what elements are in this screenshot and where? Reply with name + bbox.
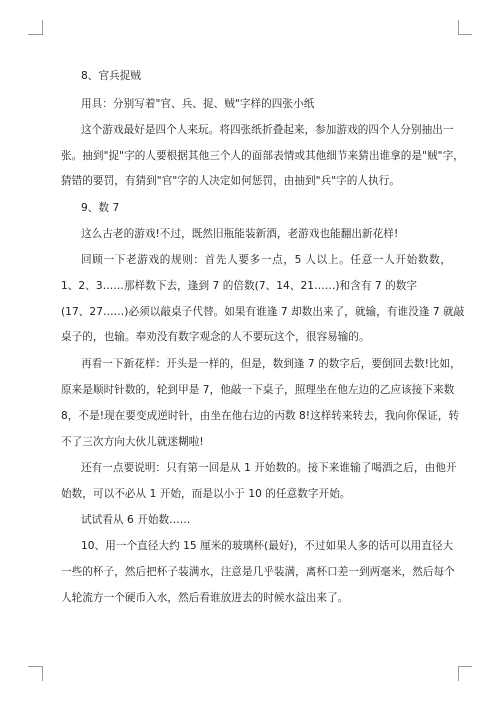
paragraph-line: 8，不是!现在要变成逆时针，由坐在他右边的丙数 8!这样转来转去，我向你保证，转: [61, 410, 460, 422]
crop-mark-bottom-left-v: [42, 666, 43, 681]
crop-mark-top-right-h: [458, 34, 472, 35]
paragraph-line: 用具：分别写着"官、兵、捉、贼"字样的四张小纸: [81, 98, 315, 110]
paragraph-line: 这个游戏最好是四个人来玩。将四张纸折叠起来，参加游戏的四个人分别抽出一: [81, 124, 454, 136]
paragraph-line: (17、27……)必须以敲桌子代替。如果有谁逢 7 却数出来了，就输，有谁没逢 7 就敲: [61, 306, 465, 318]
paragraph-line: 始数，可以不必从 1 开始，而是以小于 10 的任意数字开始。: [61, 488, 351, 500]
crop-mark-top-right-v: [458, 20, 459, 35]
crop-mark-bottom-right-h: [458, 666, 472, 667]
paragraph-line: 1、2、3……那样数下去，逢到 7 的倍数(7、14、21……)和含有 7 的数字: [61, 280, 418, 292]
crop-mark-top-left-v: [42, 20, 43, 35]
paragraph-line: 人轮流方一个硬币入水，然后看谁放进去的时候水益出来了。: [61, 592, 349, 604]
paragraph-line: 张。抽到"捉"字的人要根据其他三个人的面部表情或其他细节来猜出谁拿的是"贼"字，: [61, 150, 464, 162]
paragraph-line: 还有一点要说明：只有第一回是从 1 开始数的。接下来谁输了喝酒之后，由他开: [81, 462, 457, 474]
crop-mark-top-left-h: [28, 34, 42, 35]
paragraph-line: 再看一下新花样：开头是一样的，但是，数到逢 7 的数字后，要倒回去数!比如，: [81, 358, 461, 370]
crop-mark-bottom-left-h: [28, 666, 42, 667]
heading-10-line: 10、用一个直径大约 15 厘米的玻璃杯(最好)，不过如果人多的话可以用直径大: [81, 540, 454, 552]
paragraph-line: 这么古老的游戏!不过，既然旧瓶能装新酒，老游戏也能翻出新花样!: [81, 228, 399, 240]
heading-8: 8、官兵捉贼: [81, 70, 142, 82]
paragraph-line: 试试看从 6 开始数……: [81, 514, 191, 526]
paragraph-line: 原来是顺时针数的，轮到甲是 7，他敲一下桌子，照理坐在他左边的乙应该接下来数: [61, 384, 455, 396]
paragraph-line: 猜错的要罚，有猜到"官"字的人决定如何惩罚，由抽到"兵"字的人执行。: [61, 175, 401, 187]
heading-9: 9、数 7: [81, 202, 120, 214]
paragraph-line: 一些的杯子，然后把杯子装满水，注意是几乎装满，离杯口差一到两毫米，然后每个: [61, 566, 455, 578]
paragraph-line: 回顾一下老游戏的规则：首先人要多一点，5 人以上。任意一人开始数数，: [81, 254, 451, 266]
crop-mark-bottom-right-v: [458, 666, 459, 681]
paragraph-line: 桌子的，也输。奉劝没有数字观念的人不要玩这个，很容易输的。: [61, 331, 370, 343]
paragraph-line: 不了三次方向大伙儿就迷糊啦!: [61, 436, 204, 448]
